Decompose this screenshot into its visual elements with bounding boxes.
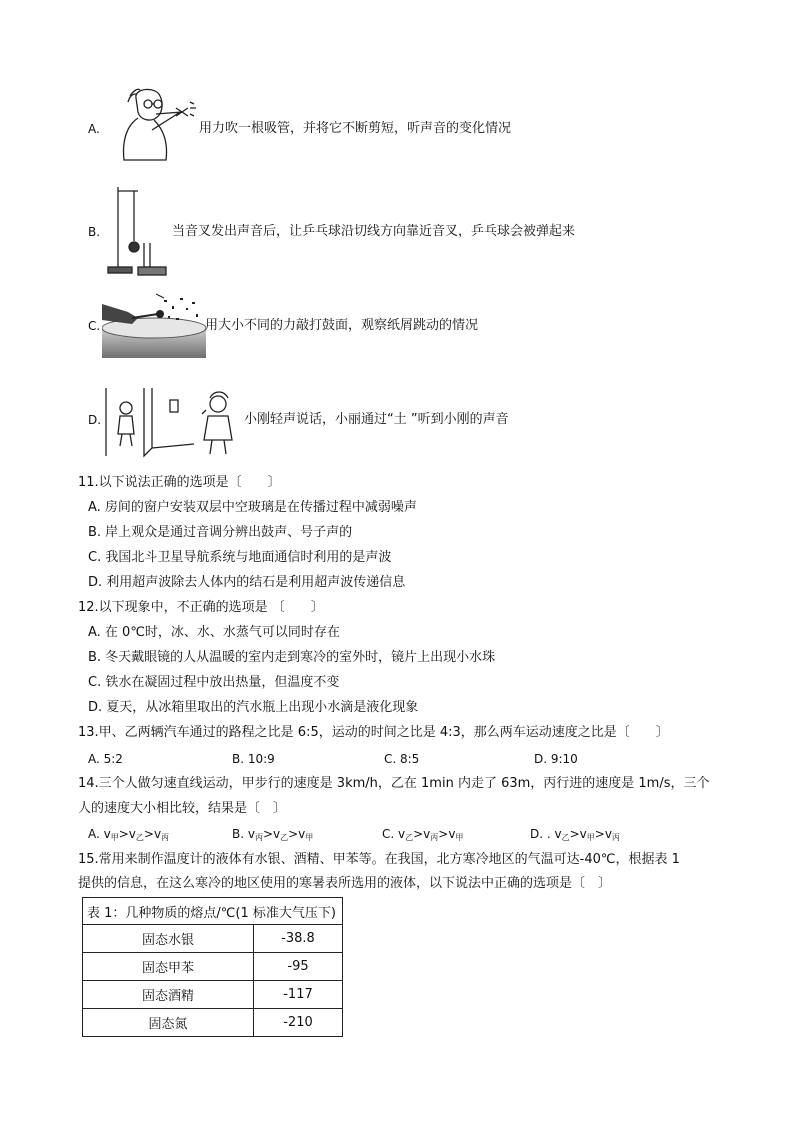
q13-option-a: A. 5:2 — [88, 752, 123, 766]
q14-option-c: C. $v_乙>v_丙>v_甲$ — [382, 827, 464, 842]
option-letter-b: B. — [88, 225, 101, 239]
q12-option-c: C. 铁水在凝固过程中放出热量，但温度不变 — [88, 675, 340, 690]
tuning-fork-ping-pong-illustration — [104, 183, 168, 279]
q13-option-d: D. 9:10 — [534, 752, 578, 766]
table-cell-substance: 固态酒精 — [83, 981, 254, 1009]
table-row — [83, 1009, 343, 1037]
q12-option-b: B. 冬天戴眼镜的人从温暖的室内走到寒冷的室外时，镜片上出现小水珠 — [88, 650, 496, 665]
option-text-a: 用力吹一根吸管，并将它不断剪短，听声音的变化情况 — [199, 121, 512, 136]
q15-stem-line2: 提供的信息，在这么寒冷的地区使用的寒暑表所选用的液体，以下说法中正确的选项是〔 〕 — [78, 876, 612, 891]
option-text-b: 当音叉发出声音后，让乒乓球沿切线方向靠近音叉，乒乓球会被弹起来 — [172, 224, 576, 239]
q14-option-d: D. . $v_乙>v_甲>v_丙$ — [530, 827, 620, 842]
drum-paper-scraps-illustration — [102, 292, 206, 358]
q11-stem: 11.以下说法正确的选项是〔 〕 — [78, 475, 281, 490]
table-cell-melting-point: -117 — [254, 981, 343, 1009]
q12-stem: 12.以下现象中，不正确的选项是 〔 〕 — [78, 600, 324, 615]
q12-option-a: A. 在 0℃时，冰、水、水蒸气可以同时存在 — [88, 625, 340, 640]
table-cell-melting-point: -95 — [254, 953, 343, 981]
table-cell-substance: 固态甲苯 — [83, 953, 254, 981]
table-cell-substance: 固态水银 — [83, 925, 254, 953]
table-row — [83, 981, 343, 1009]
q11-option-a: A. 房间的窗户安装双层中空玻璃是在传播过程中减弱噪声 — [88, 500, 417, 515]
table-row — [83, 953, 343, 981]
q15-stem-line1: 15.常用来制作温度计的液体有水银、酒精、甲苯等。在我国，北方寒冷地区的气温可达-40℃，根据表 1 — [78, 852, 680, 867]
option-letter-c: C. — [88, 319, 101, 333]
blowing-straw-illustration — [116, 86, 198, 162]
melting-point-table — [82, 897, 343, 1037]
table-caption-row — [83, 898, 343, 925]
q13-stem: 13.甲、乙两辆汽车通过的路程之比是 6:5，运动的时间之比是 4:3，那么两车运动速度之比是〔 〕 — [78, 725, 669, 740]
option-text-d: 小刚轻声说话，小丽通过“土 ”听到小刚的声音 — [244, 412, 509, 427]
q14-stem-line2: 人的速度大小相比较，结果是〔 〕 — [78, 801, 287, 816]
q13-option-b: B. 10:9 — [232, 752, 275, 766]
option-letter-d: D. — [88, 413, 102, 427]
q13-option-c: C. 8:5 — [384, 752, 420, 766]
q12-option-d: D. 夏天，从冰箱里取出的汽水瓶上出现小水滴是液化现象 — [88, 700, 419, 715]
q14-option-b: B. $v_丙>v_乙>v_甲$ — [232, 827, 314, 842]
q14-option-a: A. $v_甲>v_乙>v_丙$ — [88, 827, 170, 842]
q11-option-d: D. 利用超声波除去人体内的结石是利用超声波传递信息 — [88, 575, 406, 590]
table-cell-substance: 固态氮 — [83, 1009, 254, 1037]
table-caption: 表 1：几种物质的熔点/℃(1 标准大气压下) — [83, 898, 343, 925]
option-text-c: 用大小不同的力敲打鼓面，观察纸屑跳动的情况 — [205, 318, 479, 333]
table-cell-melting-point: -210 — [254, 1009, 343, 1037]
option-letter-a: A. — [88, 122, 100, 136]
tin-can-telephone-illustration — [104, 386, 240, 458]
q11-option-b: B. 岸上观众是通过音调分辨出鼓声、号子声的 — [88, 525, 353, 540]
q11-option-c: C. 我国北斗卫星导航系统与地面通信时利用的是声波 — [88, 550, 392, 565]
table-cell-melting-point: -38.8 — [254, 925, 343, 953]
q14-stem-line1: 14.三个人做匀速直线运动，甲步行的速度是 3km/h，乙在 1min 内走了 63m，丙行进的速度是 1m/s，三个 — [78, 776, 710, 791]
table-row — [83, 925, 343, 953]
